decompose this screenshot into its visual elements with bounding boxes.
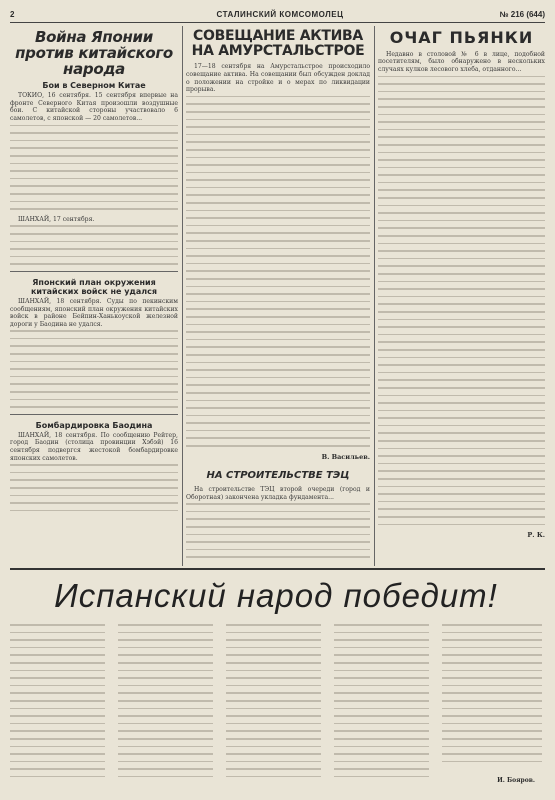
masthead bbox=[10, 10, 545, 22]
section-rule bbox=[10, 568, 545, 570]
spain-title: Испанский народ победит! bbox=[54, 577, 498, 614]
text-lines bbox=[186, 503, 370, 558]
article-text: ШАНХАЙ, 18 сентября. По сообщению Рейтер, город Баодин (столица провинции Хэбэй) 16 сентября подвергся жестокой бомбардировке японских самолетов. bbox=[10, 431, 178, 462]
top-rule bbox=[10, 22, 545, 23]
spain-column bbox=[118, 622, 213, 790]
signature: Р. К. bbox=[527, 531, 545, 540]
left-column bbox=[10, 26, 178, 566]
section-heading: Бои в Северном Китае bbox=[42, 81, 146, 91]
article-text: ШАНХАЙ, 18 сентября. Суды по пекинским сообщениям, японский план окружения китайских войск в районе Бейпин-Ханькоуской железной дороги у Баодина не удался. bbox=[10, 297, 178, 328]
spain-column bbox=[10, 622, 105, 790]
text-lines bbox=[186, 96, 370, 447]
text-lines bbox=[10, 330, 178, 408]
section bbox=[10, 414, 178, 512]
spain-column bbox=[442, 622, 542, 790]
spain-column bbox=[226, 622, 321, 790]
page-number: 2 bbox=[10, 10, 15, 19]
right-column bbox=[378, 26, 545, 566]
section-heading: Японский план окружения китайских войск не удался bbox=[30, 277, 158, 296]
text-lines bbox=[378, 76, 545, 526]
signature: И. Бояров. bbox=[497, 777, 535, 784]
tsc-heading: НА СТРОИТЕЛЬСТВЕ ТЭЦ bbox=[206, 470, 350, 481]
section bbox=[10, 271, 178, 408]
text-lines bbox=[10, 225, 178, 265]
left-title: Война Японии против китайского народа bbox=[15, 28, 173, 78]
article-text: 17—18 сентября на Амурстальстрое происходило совещание актива. На совещании был обсужден доклад о положении на стройке и о мерах по ликвидации прорыва. bbox=[186, 63, 370, 94]
right-title: ОЧАГ ПЬЯНКИ bbox=[389, 28, 534, 47]
spain-article bbox=[10, 622, 545, 790]
middle-column bbox=[186, 26, 370, 566]
section-heading: Бомбардировка Баодина bbox=[35, 420, 153, 430]
article-text: На строительстве ТЭЦ второй очереди (город и Оборотная) закончена укладка фундамента... bbox=[186, 486, 370, 501]
middle-title: СОВЕЩАНИЕ АКТИВА НА АМУРСТАЛЬСТРОЕ bbox=[191, 28, 365, 59]
issue-number: № 216 (644) bbox=[499, 10, 545, 19]
text-lines bbox=[10, 125, 178, 210]
text-lines bbox=[10, 464, 178, 511]
column-divider bbox=[374, 26, 375, 566]
column-divider bbox=[182, 26, 183, 566]
newspaper-name: СТАЛИНСКИЙ КОМСОМОЛЕЦ bbox=[216, 10, 344, 19]
article-text: ШАНХАЙ, 17 сентября. bbox=[18, 215, 95, 223]
article-text: ТОКИО, 16 сентября. 15 сентября впервые на фронте Северного Китая произошли воздушные бои. С китайской стороны участвовало 6 самолетов, с японской — 20 самолетов... bbox=[10, 92, 178, 123]
signature: В. Васильев. bbox=[321, 452, 370, 461]
spain-column bbox=[334, 622, 429, 790]
tsc-article bbox=[186, 486, 370, 566]
article-text: Недавно в столовой № 6 в лице, подобной посетителям, было обнаружено в нескольких случаях кулков лесового хлеба, отданного... bbox=[378, 50, 545, 73]
